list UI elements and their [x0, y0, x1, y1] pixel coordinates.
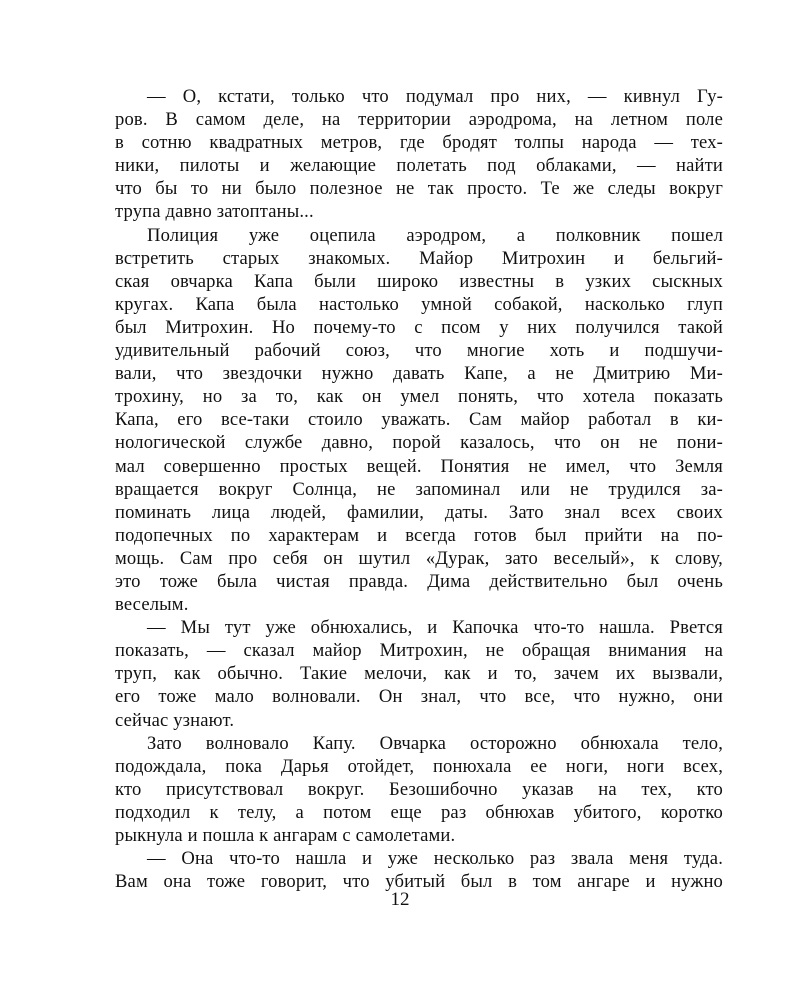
text-line: Капа, его все-таки стоило уважать. Сам майор работал в ки-: [115, 409, 723, 431]
text-line: подопечных по характерам и всегда готов был прийти на по-: [115, 524, 723, 546]
text-line: мощь. Сам про себя он шутил «Дурак, зато веселый», к слову,: [115, 547, 723, 569]
text-line: ники, пилоты и желающие полетать под облаками, — найти: [115, 155, 723, 177]
text-line: удивительный рабочий союз, что многие хоть и подшучи-: [115, 340, 723, 362]
text-line: встретить старых знакомых. Майор Митрохин и бельгий-: [115, 247, 723, 269]
text-line: кругах. Капа была настолько умной собакой, насколько глуп: [115, 293, 723, 315]
text-line: ров. В самом деле, на территории аэродрома, на летном поле: [115, 109, 723, 131]
text-line: рыкнула и пошла к ангарам с самолетами.: [115, 825, 456, 846]
text-line: вали, что звездочки нужно давать Капе, а не Дмитрию Ми-: [115, 363, 723, 385]
text-line: — Она что-то нашла и уже несколько раз звала меня туда.: [147, 848, 723, 870]
text-line: это тоже была чистая правда. Дима действительно был очень: [115, 570, 723, 592]
text-line: был Митрохин. Но почему-то с псом у них получился такой: [115, 316, 723, 338]
text-line: что бы то ни было полезное не так просто. Те же следы вокруг: [115, 178, 723, 200]
text-line: — Мы тут уже обнюхались, и Капочка что-то нашла. Рвется: [147, 617, 723, 639]
text-line: трупа давно затоптаны...: [115, 201, 314, 223]
text-line: Полиция уже оцепила аэродром, а полковник пошел: [147, 224, 723, 246]
page-number: 12: [390, 889, 410, 910]
text-line: мал совершенно простых вещей. Понятия не имел, что Земля: [115, 455, 723, 477]
text-line: его тоже мало волновали. Он знал, что все, что нужно, они: [115, 686, 723, 708]
text-line: — О, кстати, только что подумал про них, — кивнул Гу-: [147, 86, 723, 107]
text-line: подождала, пока Дарья отойдет, понюхала ее ноги, ноги всех,: [115, 755, 723, 777]
text-line: ская овчарка Капа были широко известны в узких сыскных: [115, 270, 723, 292]
text-line: веселым.: [115, 594, 189, 616]
text-line: в сотню квадратных метров, где бродят толпы народа — тех-: [115, 132, 723, 154]
text-line: вращается вокруг Солнца, не запоминал или не трудился за-: [115, 478, 723, 500]
body-text: [115, 85, 723, 893]
text-line: Вам она тоже говорит, что убитый был в том ангаре и нужно: [115, 871, 723, 893]
text-line: подходил к телу, а потом еще раз обнюхав убитого, коротко: [115, 801, 723, 823]
text-line: Зато волновало Капу. Овчарка осторожно обнюхала тело,: [147, 732, 723, 754]
text-line: показать, — сказал майор Митрохин, не обращая внимания на: [115, 640, 723, 662]
text-line: трохину, но за то, как он умел понять, что хотела показать: [115, 386, 723, 408]
text-line: кто присутствовал вокруг. Безошибочно указав на тех, кто: [115, 778, 723, 800]
text-line: поминать лица людей, фамилии, даты. Зато знал всех своих: [115, 501, 723, 523]
text-line: нологической службе давно, порой казалось, что он не пони-: [115, 432, 723, 454]
text-line: сейчас узнают.: [115, 709, 235, 731]
text-line: труп, как обычно. Такие мелочи, как и то, зачем их вызвали,: [115, 663, 723, 685]
